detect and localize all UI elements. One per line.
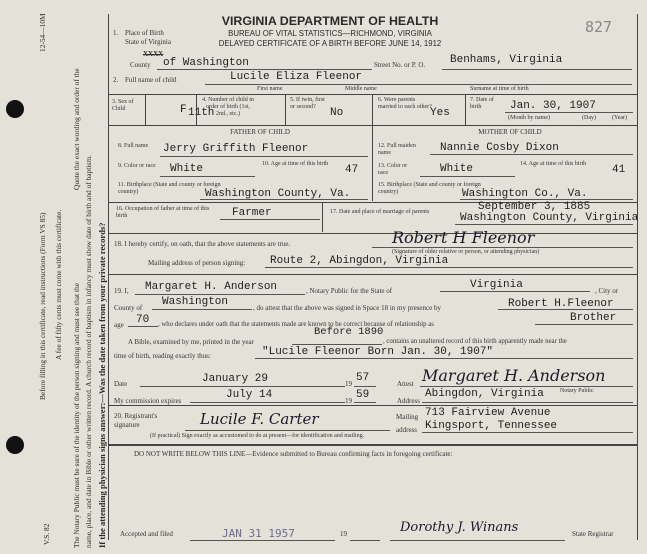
sex-label: 3. Sex of Child (112, 99, 134, 112)
accepted-year: 19 (340, 530, 347, 538)
bible-year-line (292, 344, 382, 345)
registrar-line (390, 540, 565, 541)
registrant-line (185, 430, 390, 431)
birth-order-label: 4. Number of child in order of birth (1st, 2nd., etc.) (202, 97, 254, 117)
street-label: Street No. or P. O. (374, 61, 426, 69)
f1-number: 1. (113, 29, 119, 37)
row18-top (108, 233, 637, 234)
margin-physician-note: If the attending physician signs answer:—Was the date taken from your private records? (97, 222, 107, 548)
commission-line (190, 402, 345, 403)
date-year: 57 (356, 372, 370, 384)
struck-text: XXXX (143, 50, 164, 58)
marriage-line (455, 224, 633, 225)
mother-name-line (430, 154, 633, 155)
bureau-subtitle: BUREAU OF VITAL STATISTICS—RICHMOND, VIRGINIA (228, 29, 432, 38)
attest-label: Attest (397, 380, 414, 388)
form-left-border (108, 14, 109, 540)
margin-notary-note-2: name, place, and date in Bible or other written record. A church record of baptism in infancy must show date of birth and of baptism. (84, 155, 93, 548)
mother-race-line (420, 176, 515, 177)
parents-divider (372, 125, 373, 201)
accepted-line (190, 540, 335, 541)
notary-county-line (152, 309, 252, 310)
f2-number: 2. (113, 76, 119, 84)
mother-heading: MOTHER OF CHILD (478, 128, 542, 136)
surname-caption: Surname at time of birth (470, 86, 529, 92)
do-not-write-label: DO NOT WRITE BELOW THIS LINE—Evidence submitted to Bureau confirming facts in foregoing certificate: (134, 450, 453, 458)
place-of-birth-label: Place of Birth (125, 29, 164, 37)
father-name-value: Jerry Griffith Fleenor (163, 143, 309, 155)
form-right-border (637, 14, 638, 540)
certify-label: 18. I hereby certify, on oath, that the above statements are true. (114, 240, 291, 248)
time-of-birth-text: time of birth, reading exactly thus: (114, 352, 211, 360)
bible-year-value: Before 1890 (314, 326, 384, 338)
mother-name-value: Nannie Cosby Dixon (440, 142, 559, 154)
attest-text: , do attest that the above was signed in Space 18 in my presence by (253, 304, 441, 312)
dob-day-caption: (Day) (582, 115, 596, 121)
row20-top (108, 405, 637, 406)
father-name-label: 8. Full name (118, 143, 149, 149)
address-value: Abingdon, Virginia (425, 388, 544, 400)
relationship-line (535, 324, 633, 325)
father-race-label: 9. Color or race (118, 163, 156, 169)
mother-race-value: White (440, 163, 474, 175)
mailing-signing-label: Mailing address of person signing: (148, 259, 246, 267)
state-label: State of Virginia (125, 38, 171, 46)
dob-line (505, 112, 633, 113)
mailing-line-2: Kingsport, Tennessee (425, 420, 558, 432)
date-year-prefix: 19 (345, 380, 352, 388)
sex-value: F (180, 104, 187, 116)
department-title: VIRGINIA DEPARTMENT OF HEALTH (221, 14, 439, 28)
address-line (422, 402, 633, 403)
birth-order-value: 11th (188, 107, 215, 119)
age-value: 70 (136, 314, 150, 326)
mother-name-label: 12. Full maiden name (378, 143, 416, 156)
notary-intro: 19. I, (114, 287, 129, 295)
twin-label: 5. If twin, first or second? (290, 97, 325, 110)
date-year-line (354, 386, 376, 387)
bible-text-2: , contains an unaltered record of this birth apparently made near the (383, 338, 567, 345)
age-label: age (114, 321, 124, 329)
middle-name-caption: Middle name (345, 86, 377, 92)
commission-label: My commission expires (114, 397, 182, 405)
punch-hole-top (6, 100, 24, 118)
date-line (140, 386, 345, 387)
margin-notary-note-1: The Notary Public must be sure of the identity of the person signing and must see that the (72, 283, 81, 548)
dob-year-caption: (Year) (612, 115, 628, 121)
mailing-label: Mailing address (396, 413, 419, 434)
signature-caption: (Signature of older relative or person, or attending physician) (392, 249, 540, 255)
address-label: Address (397, 397, 420, 405)
row3-div3 (285, 94, 286, 125)
mailing-signing-line (265, 267, 633, 268)
notary-state-value: Virginia (470, 279, 523, 291)
mother-age-label: 14. Age at time of this birth (520, 161, 587, 167)
mother-race-label: 13. Color or race (378, 163, 408, 176)
first-name-caption: First name (257, 86, 283, 92)
child-name-label: Full name of child (125, 76, 177, 84)
father-age-value: 47 (345, 164, 359, 176)
accepted-label: Accepted and filed (120, 530, 173, 538)
punch-hole-bottom (6, 436, 24, 454)
margin-fee-note: A fee of fifty cents must come with this certificate. (54, 209, 63, 360)
street-line (442, 69, 632, 70)
notary-state-line (440, 291, 590, 292)
married-label: 6. Were parents married to each other? (378, 97, 432, 110)
registrant-label: 20. Registrant's signature (114, 412, 158, 429)
signed-by-line (498, 309, 633, 310)
row3-div4 (372, 94, 373, 125)
marriage-label: 17. Date and place of marriage of parents (330, 209, 430, 215)
registrar-label: State Registrar (572, 530, 614, 538)
occupation-value: Farmer (232, 207, 272, 219)
commission-year: 59 (356, 389, 370, 401)
notary-name-line (135, 294, 305, 295)
father-birthplace-value: Washington County, Va. (205, 188, 351, 200)
bible-reading: "Lucile Fleenor Born Jan. 30, 1907" (262, 346, 494, 358)
father-name-line (160, 156, 368, 157)
margin-instructions: Before filling in this certificate, read instructions (Form VS 85) (38, 212, 47, 400)
dob-label: 7. Date of birth (470, 97, 494, 110)
father-race-value: White (170, 163, 204, 175)
street-value: Benhams, Virginia (450, 54, 563, 66)
signed-by-value: Robert H.Fleenor (508, 298, 614, 310)
mother-birthplace-label: 15. Birthplace (State and county or foreign country) (378, 182, 481, 195)
notary-public-caption: Notary Public (560, 388, 594, 394)
married-value: Yes (430, 107, 450, 119)
father-race-line (160, 176, 255, 177)
notary-name: Margaret H. Anderson (145, 281, 278, 293)
certificate-subtitle: DELAYED CERTIFICATE OF A BIRTH BEFORE JUNE 14, 1912 (218, 39, 442, 48)
row3-div1 (145, 94, 146, 125)
county-label: County (130, 61, 151, 69)
age-line (128, 326, 158, 327)
county-value: of Washington (163, 57, 249, 69)
mailing-signing-value: Route 2, Abingdon, Virginia (270, 255, 449, 267)
relationship-value: Brother (570, 312, 617, 324)
certifier-line (372, 247, 633, 248)
commission-year-line (354, 402, 376, 403)
attest-line (420, 386, 633, 387)
file-number: 827 (585, 18, 613, 36)
mailing-line (422, 432, 633, 433)
date-value: January 29 (202, 373, 269, 385)
date-label: Date (114, 380, 128, 388)
certifier-signature: Robert H Fleenor (392, 228, 535, 247)
declares-text: , who declares under oath that the statements made are known to be correct because of relationship as (158, 321, 434, 328)
county-line (157, 69, 372, 70)
dob-value: Jan. 30, 1907 (510, 100, 596, 112)
father-heading: FATHER OF CHILD (230, 128, 290, 136)
registrant-note: (If practical) Sign exactly as accustomed to do at present—for identification and mailing. (150, 433, 365, 439)
father-birthplace-label: 11. Birthplace (State and county or foreign country) (118, 182, 221, 195)
accepted-stamp: JAN 31 1957 (222, 527, 295, 540)
row19-top (108, 274, 637, 275)
registrant-signature: Lucile F. Carter (200, 410, 319, 428)
do-not-write-top (108, 444, 637, 446)
marriage-date: September 3, 1885 (478, 201, 591, 213)
county-of-label: County of (114, 304, 143, 312)
notary-state-label: , Notary Public for the State of (306, 287, 393, 295)
father-age-label: 10. Age at time of this birth (262, 161, 329, 167)
marriage-place: Washington County, Virginia (460, 212, 639, 224)
mother-age-value: 41 (612, 164, 626, 176)
bible-text: A Bible, examined by me, printed in the year (128, 338, 254, 346)
mother-birthplace-line (460, 199, 633, 200)
occupation-label: 16. Occupation of father at time of this birth (116, 206, 210, 219)
notary-county-value: Washington (162, 296, 229, 308)
city-or-label: , City or (595, 287, 619, 295)
occupation-line (220, 219, 320, 220)
commission-year-prefix: 19 (345, 397, 352, 405)
row16-divider (322, 202, 323, 232)
commission-value: July 14 (226, 389, 273, 401)
margin-code: 12-54—10M (38, 13, 47, 52)
bible-reading-line (255, 358, 633, 359)
child-name-line (205, 84, 632, 85)
row3-div5 (465, 94, 466, 125)
mother-birthplace-value: Washington Co., Va. (462, 188, 588, 200)
registrar-signature: Dorothy J. Winans (400, 520, 519, 535)
child-name-value: Lucile Eliza Fleenor (230, 71, 363, 83)
margin-notary-note-3: Quote the exact wording and order of the (72, 68, 81, 190)
dob-month-caption: (Month by name) (508, 115, 550, 121)
accepted-year-line (350, 540, 380, 541)
twin-value: No (330, 107, 344, 119)
attest-signature: Margaret H. Anderson (422, 366, 606, 385)
mailing-line-1: 713 Fairview Avenue (425, 407, 551, 419)
form-number: V.S. 82 (42, 523, 51, 545)
father-birthplace-line (200, 199, 368, 200)
